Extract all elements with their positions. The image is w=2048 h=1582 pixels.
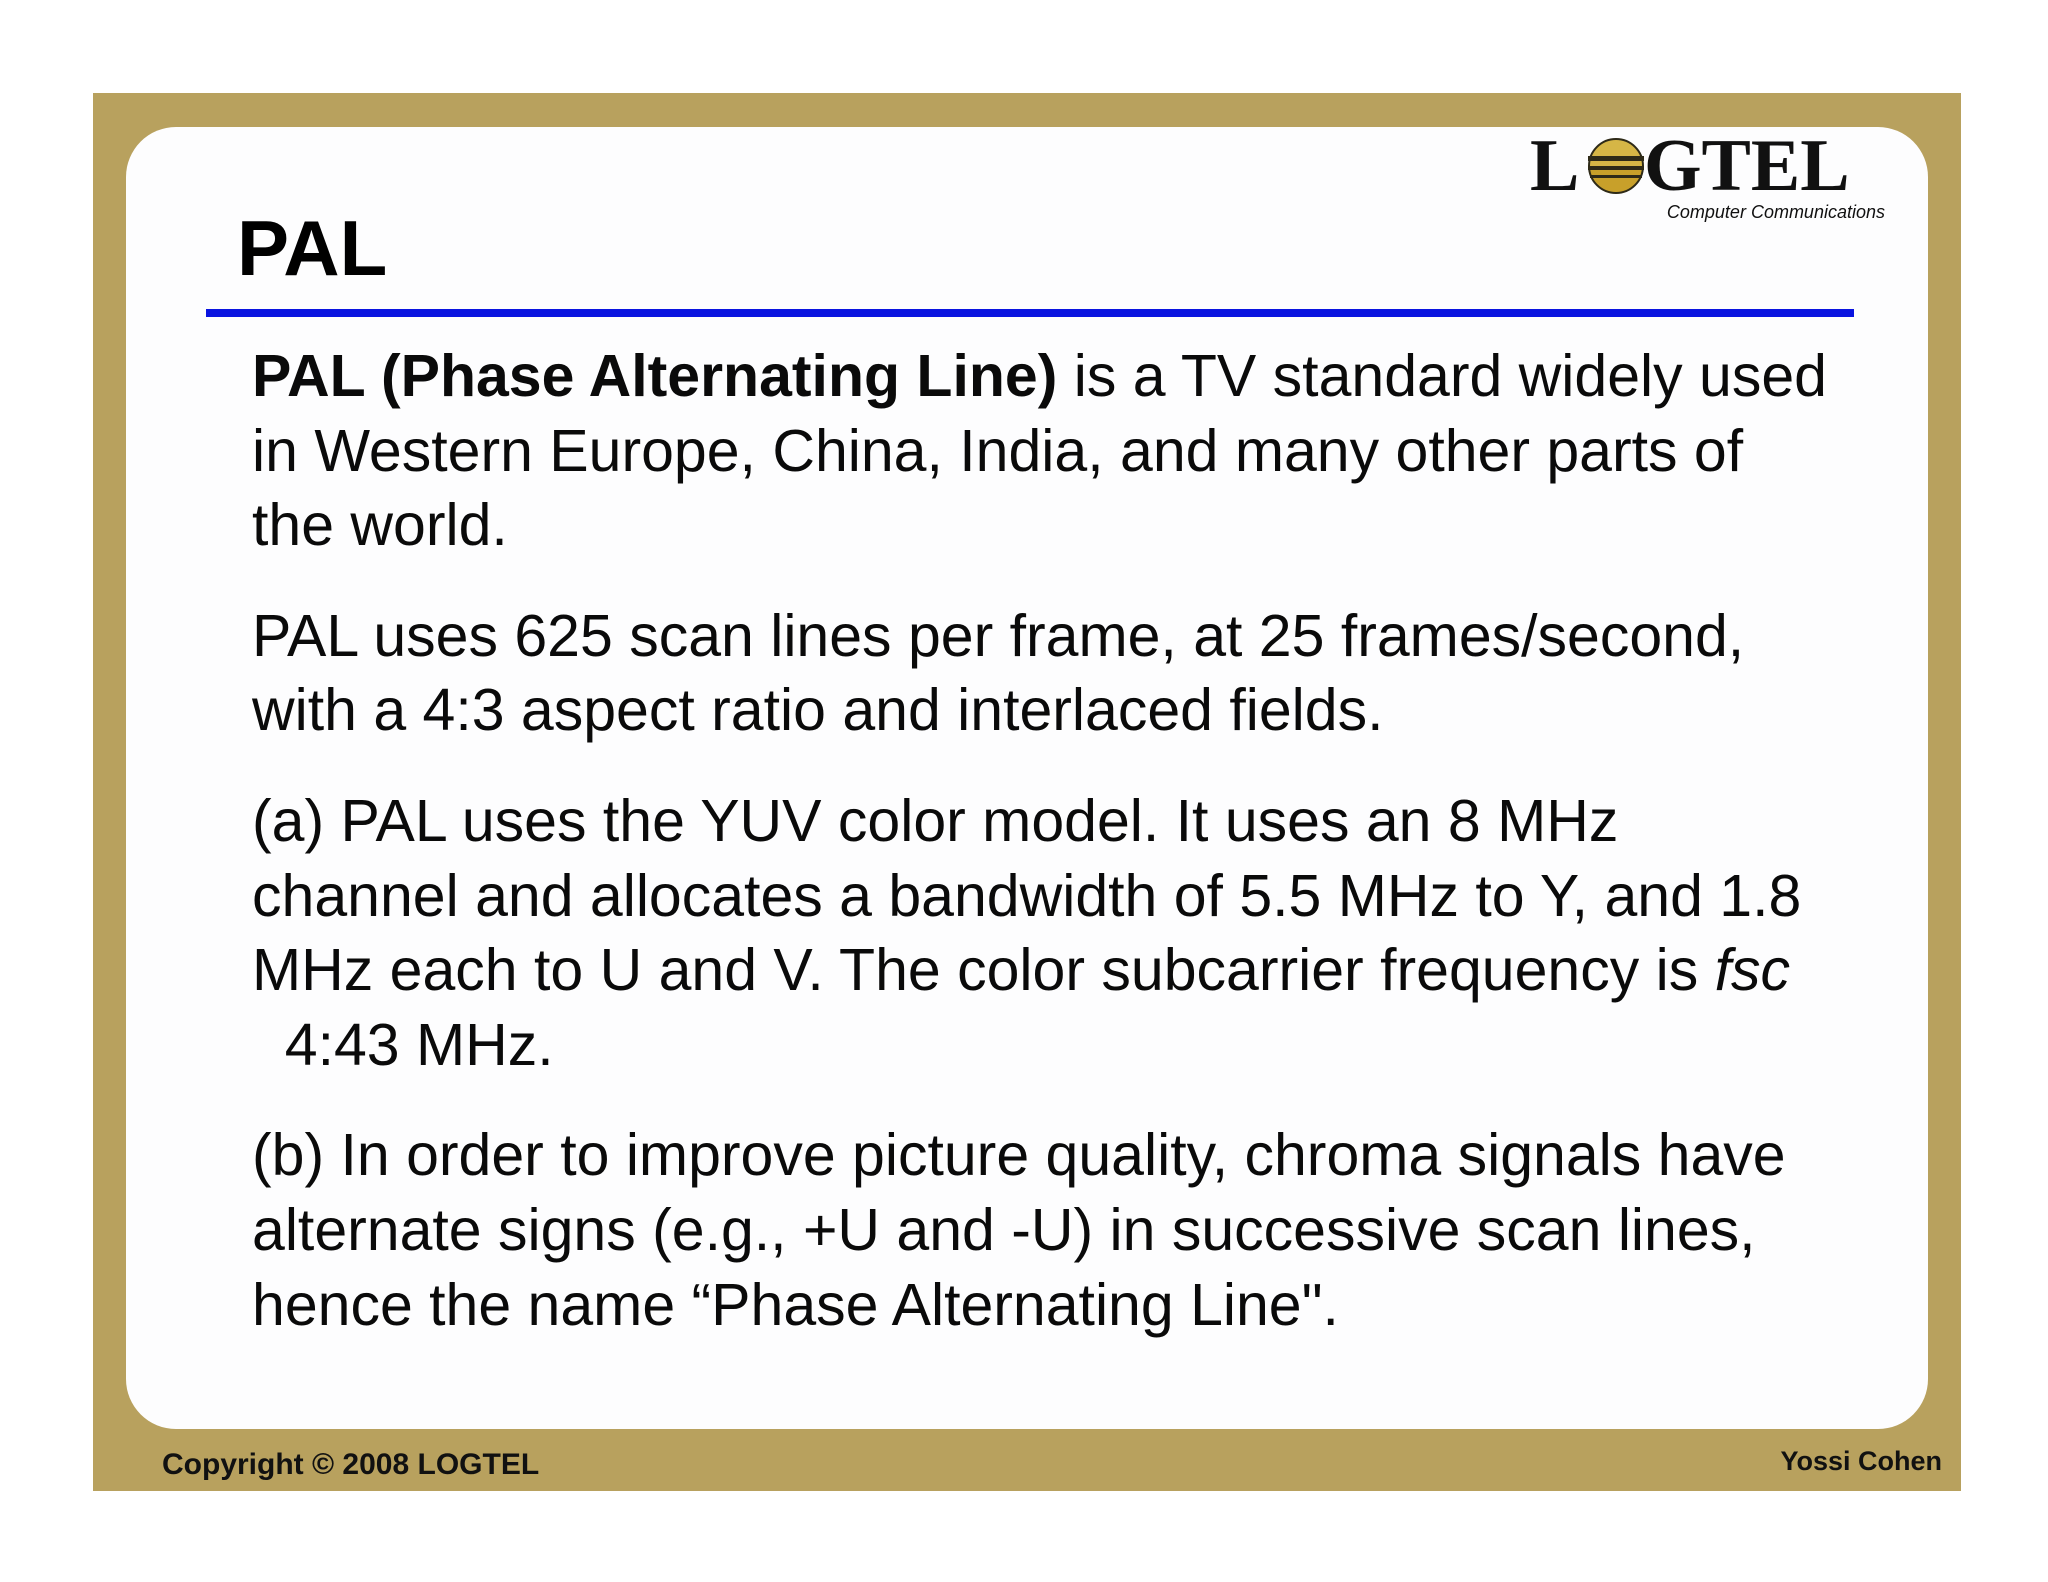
logo-letter-l: L xyxy=(1530,126,1580,207)
paragraph-scan-lines xyxy=(252,599,1832,748)
paragraph-chroma xyxy=(252,1118,1832,1342)
paragraph-color-model xyxy=(252,784,1832,1082)
paragraph-definition xyxy=(252,339,1832,563)
copyright-notice: Copyright © 2008 LOGTEL xyxy=(162,1448,540,1481)
globe-icon xyxy=(1588,139,1644,193)
pal-term: PAL (Phase Alternating Line) xyxy=(252,343,1058,409)
title-divider xyxy=(206,309,1854,317)
author-name: Yossi Cohen xyxy=(1780,1446,1942,1476)
color-model-text: (a) PAL uses the YUV color model. It uses an 8 MHz channel and allocates a bandwidth of 5.5 MHz to Y, and 1.8 MHz each to U and V. The color subcarrier frequency is xyxy=(252,787,1802,1004)
slide-title: PAL xyxy=(237,204,388,292)
fsc-symbol: fsc xyxy=(1714,937,1790,1004)
frequency-value: 4:43 MHz. xyxy=(252,1011,554,1078)
logo-letters-gtel: GTEL xyxy=(1644,126,1850,207)
definition-text: is a TV standard widely used in Western Europe, China, India, and many other parts of the world. xyxy=(252,343,1827,559)
scan-lines-text: PAL uses 625 scan lines per frame, at 25 frames/second, with a 4:3 aspect ratio and interlaced fields. xyxy=(252,602,1745,744)
chroma-text: (b) In order to improve picture quality, chroma signals have alternate signs (e.g., +U and -U) in successive scan lines, hence the name “Phase Alternating Line". xyxy=(252,1122,1786,1338)
logo-tagline: Computer Communications xyxy=(1666,202,1885,222)
slide-body xyxy=(252,339,1832,1378)
logtel-logo xyxy=(1528,126,1888,230)
